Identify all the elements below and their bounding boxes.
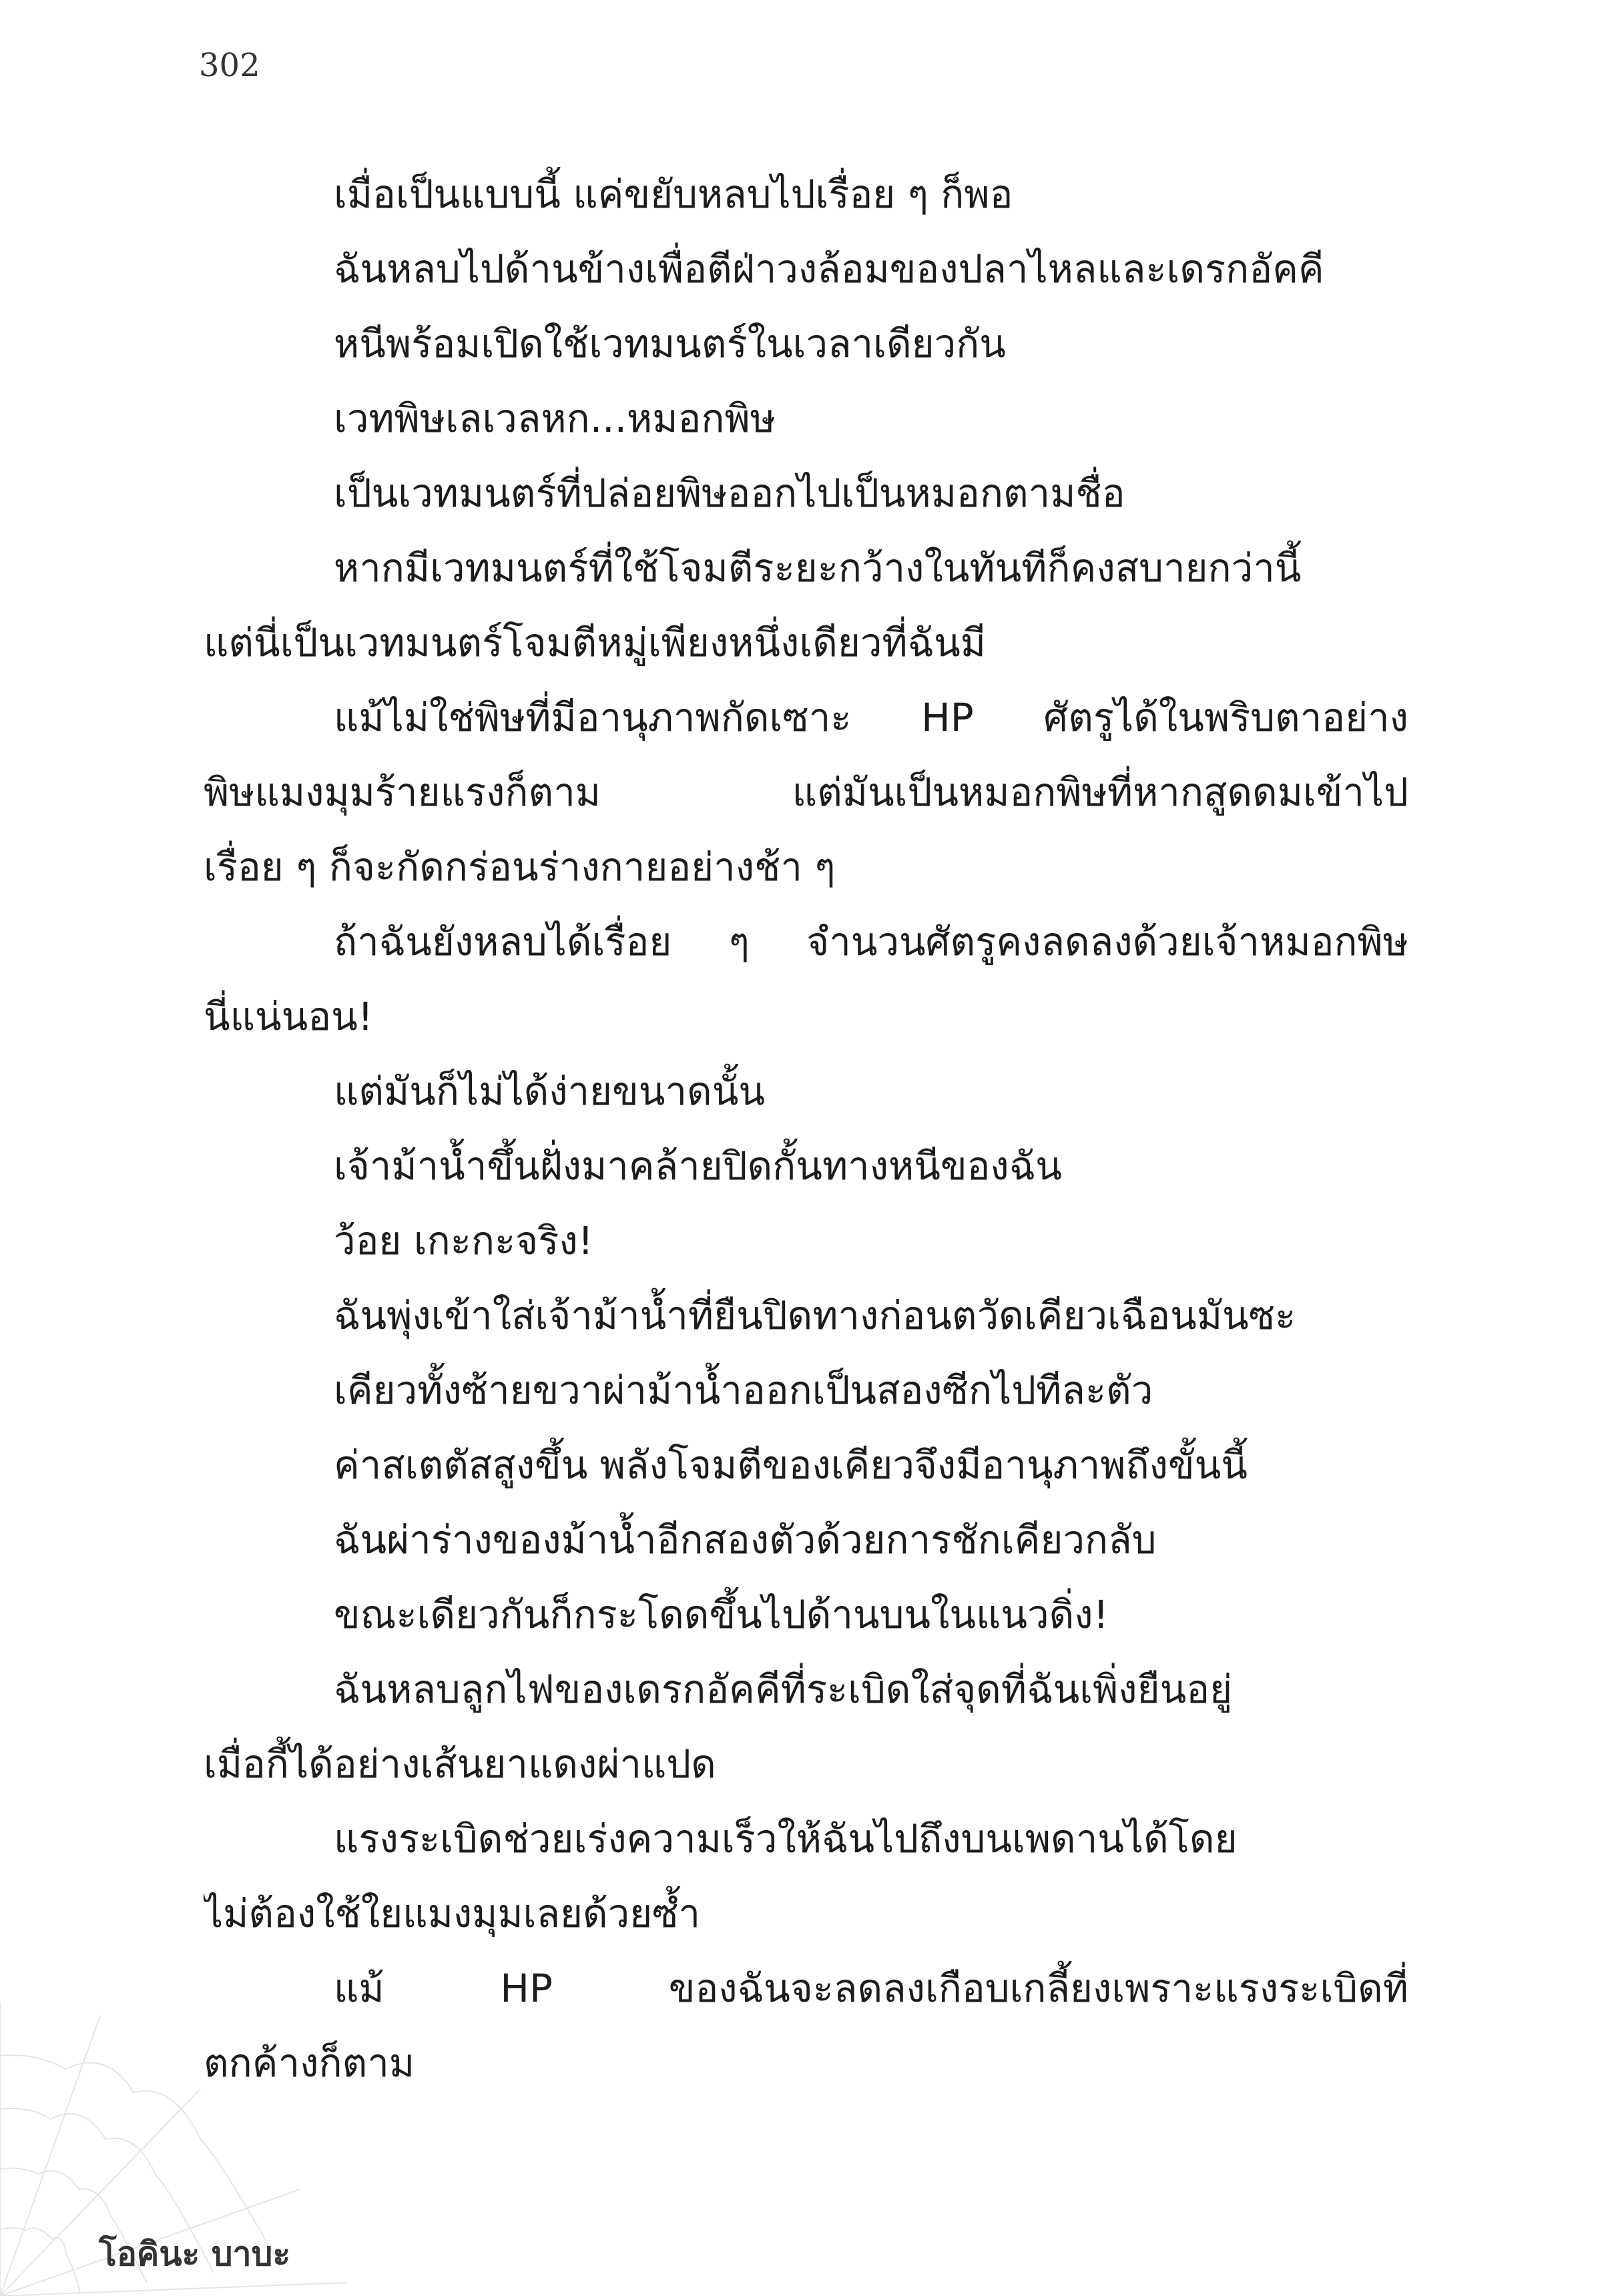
text-line: หนีพร้อมเปิดใช้เวทมนตร์ในเวลาเดียวกัน xyxy=(334,321,1006,366)
text-line: เวทพิษเลเวลหก...หมอกพิษ xyxy=(334,396,776,441)
text-line: เมื่อกี้ได้อย่างเส้นยาแดงผ่าแปด xyxy=(204,1741,716,1787)
text-line: เป็นเวทมนตร์ที่ปล่อยพิษออกไปเป็นหมอกตามชื่อ xyxy=(334,471,1125,516)
text-line: ไม่ต้องใช้ใยแมงมุมเลยด้วยซ้ำ xyxy=(204,1891,701,1936)
text-line: ค่าสเตตัสสูงขึ้น พลังโจมตีของเคียวจึงมีอานุภาพถึงขั้นนี้ xyxy=(334,1442,1248,1488)
text-line: ถ้าฉันยังหลบได้เรื่อย ๆ จำนวนศัตรูคงลดลงด้วยเจ้าหมอกพิษ xyxy=(334,919,1408,964)
text-line: แรงระเบิดช่วยเร่งความเร็วให้ฉันไปถึงบนเพดานได้โดย xyxy=(334,1816,1238,1861)
text-line: ว้อย เกะกะจริง! xyxy=(334,1218,593,1263)
text-line: เมื่อเป็นแบบนี้ แค่ขยับหลบไปเรื่อย ๆ ก็พอ xyxy=(334,172,1013,217)
text-line: เรื่อย ๆ ก็จะกัดกร่อนร่างกายอย่างช้า ๆ xyxy=(204,844,836,890)
text-line: พิษแมงมุมร้ายแรงก็ตาม แต่มันเป็นหมอกพิษที่หากสูดดมเข้าไป xyxy=(204,770,1408,815)
text-line: นี่แน่นอน! xyxy=(204,994,374,1039)
text-line: ฉันพุ่งเข้าใส่เจ้าม้าน้ำที่ยืนปิดทางก่อนตวัดเคียวเฉือนมันซะ xyxy=(334,1293,1296,1338)
text-line: ขณะเดียวกันก็กระโดดขึ้นไปด้านบนในแนวดิ่ง! xyxy=(334,1592,1109,1637)
text-line: ตกค้างก็ตาม xyxy=(204,2040,415,2086)
text-line: แม้ไม่ใช่พิษที่มีอานุภาพกัดเซาะ HP ศัตรูได้ในพริบตาอย่าง xyxy=(334,695,1408,740)
text-line: ฉันหลบลูกไฟของเดรกอัคคีที่ระเบิดใส่จุดที่ฉันเพิ่งยืนอยู่ xyxy=(334,1667,1233,1712)
text-line: ฉันหลบไปด้านข้างเพื่อตีฝ่าวงล้อมของปลาไหลและเดรกอัคคี xyxy=(334,246,1324,292)
text-line: แต่นี่เป็นเวทมนตร์โจมตีหมู่เพียงหนึ่งเดียวที่ฉันมี xyxy=(204,620,987,665)
text-line: แม้ HP ของฉันจะลดลงเกือบเกลี้ยงเพราะแรงระเบิดที่ xyxy=(334,1966,1408,2011)
text-line: เคียวทั้งซ้ายขวาผ่าม้าน้ำออกเป็นสองซีกไปทีละตัว xyxy=(334,1368,1153,1413)
text-line: หากมีเวทมนตร์ที่ใช้โจมตีระยะกว้างในทันทีก็คงสบายกว่านี้ xyxy=(334,545,1302,591)
text-line: แต่มันก็ไม่ได้ง่ายขนาดนั้น xyxy=(334,1069,765,1114)
text-line: เจ้าม้าน้ำขึ้นฝั่งมาคล้ายปิดกั้นทางหนีของฉัน xyxy=(334,1143,1062,1189)
text-line: ฉันผ่าร่างของม้าน้ำอีกสองตัวด้วยการชักเคียวกลับ xyxy=(334,1517,1157,1562)
footer-author: โอคินะ บาบะ xyxy=(99,2235,291,2273)
page-number: 302 xyxy=(199,47,260,84)
